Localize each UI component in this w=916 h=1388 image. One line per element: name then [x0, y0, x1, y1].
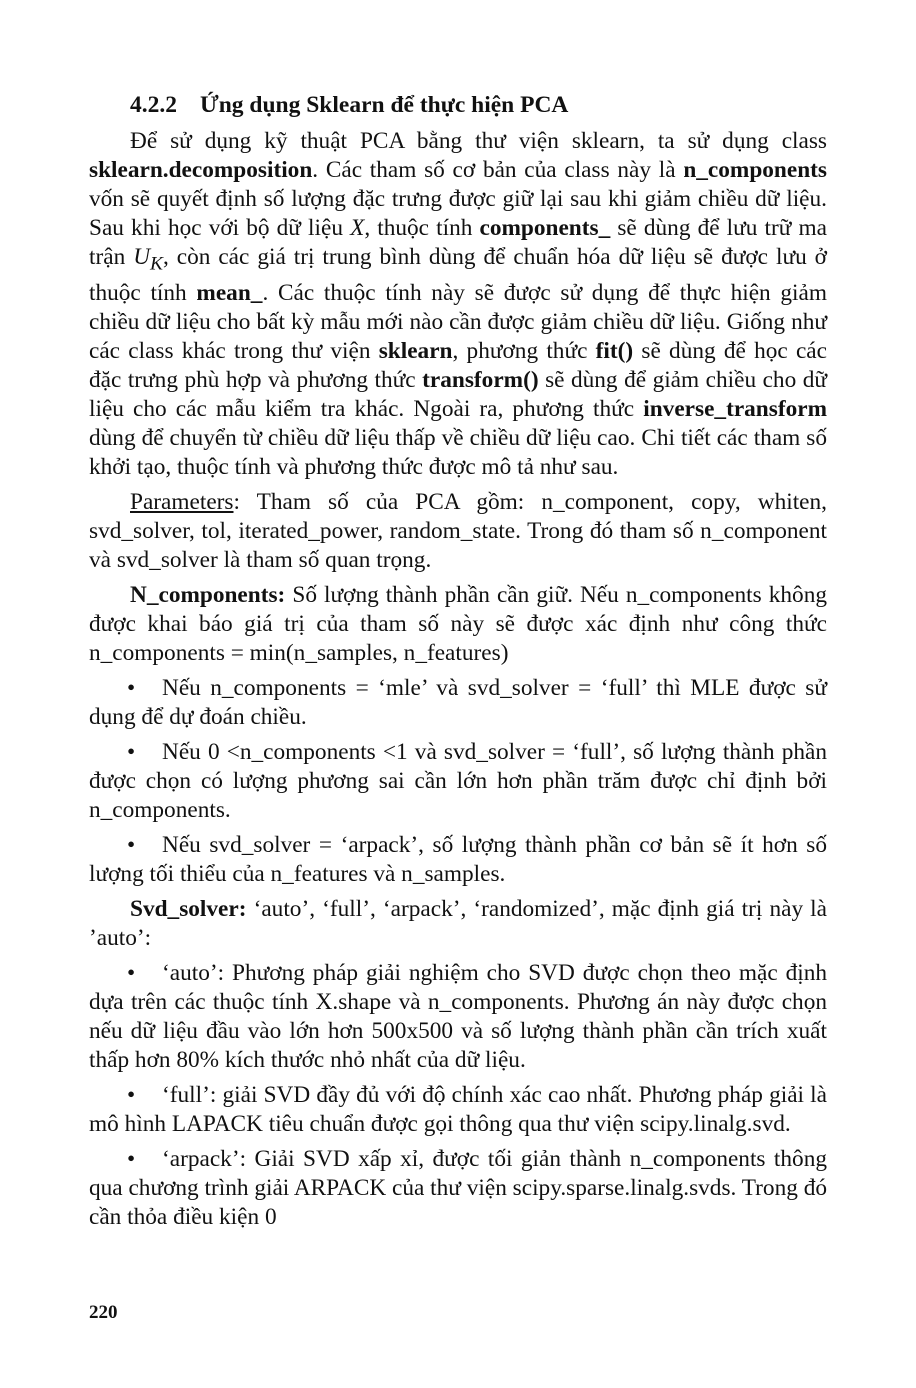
term-transform: transform() — [422, 366, 539, 393]
list-item-text: Nếu svd_solver = ‘arpack’, số lượng thành phần cơ bản sẽ ít hơn số lượng tối thiểu của n_features và n_samples. — [89, 831, 827, 887]
section-number: 4.2.2 — [130, 92, 177, 118]
intro-text: dùng để chuyển từ chiều dữ liệu thấp về chiều dữ liệu cao. Chi tiết các tham số khởi tạo, thuộc tính và phương thức được mô tả như sau. — [89, 424, 827, 480]
list-item — [89, 831, 827, 889]
page-number: 220 — [89, 1302, 118, 1323]
ncomponents-label: N_components: — [130, 581, 286, 608]
list-item — [89, 674, 827, 732]
list-item-text: ‘auto’: Phương pháp giải nghiệm cho SVD được chọn theo mặc định dựa trên các thuộc tính X.shape và n_components. Phương án này được chọn nếu dữ liệu đầu vào lớn hơn 500x500 và số lượng thành phần cần trích xuất thấp hơn 80% kích thước nhỏ nhất của dữ liệu. — [89, 959, 827, 1073]
list-item — [89, 1145, 827, 1232]
bullet-icon: • — [127, 831, 136, 858]
intro-text: , còn các giá trị trung bình dùng để chuẩn hóa dữ liệu sẽ được lưu ở thuộc tính — [89, 244, 827, 306]
term-n-components: n_components — [683, 157, 827, 183]
intro-text: , thuộc tính — [364, 215, 480, 241]
list-item-text: Nếu 0 <n_components <1 và svd_solver = ‘full’, số lượng thành phần được chọn có lượng phương sai cần lớn hơn phần trăm được chỉ định bởi n_components. — [89, 738, 827, 823]
intro-text: sẽ dùng để học các đặc trưng phù hợp và phương thức — [89, 337, 827, 393]
list-item — [89, 738, 827, 825]
intro-text: . Các tham số cơ bản của class này là — [312, 157, 684, 183]
ncomponents-text: Số lượng thành phần cần giữ. Nếu n_components không được khai báo giá trị của tham số này sẽ được xác định như công thức n_components = min(n_samples, n_features) — [89, 581, 827, 666]
page-content — [89, 88, 827, 1232]
svd-solver-text: ‘auto’, ‘full’, ‘arpack’, ‘randomized’, mặc định giá trị này là ’auto’: — [89, 895, 827, 951]
term-mean: mean_ — [196, 279, 263, 306]
intro-text: Để sử dụng kỹ thuật PCA bằng thư viện sklearn, ta sử dụng class — [130, 128, 827, 154]
list-item — [89, 959, 827, 1075]
term-fit: fit() — [595, 337, 634, 364]
bullet-icon: • — [127, 1145, 136, 1172]
intro-text: vốn sẽ quyết định số lượng đặc trưng được giữ lại sau khi giảm chiều dữ liệu. Sau khi học với bộ dữ liệu — [89, 186, 827, 241]
ncomponents-paragraph — [89, 581, 827, 668]
list-item-text: ‘full’: giải SVD đầy đủ với độ chính xác cao nhất. Phương pháp giải là mô hình LAPACK tiêu chuẩn được gọi thông qua thư viện scipy.linalg.svd. — [89, 1081, 827, 1137]
bullet-icon: • — [127, 959, 136, 986]
var-x: X — [350, 215, 365, 241]
list-item-text: ‘arpack’: Giải SVD xấp xỉ, được tối giản thành n_components thông qua chương trình giải ARPACK của thư viện scipy.sparse.linalg.svds. Trong đó cần thỏa điều kiện 0 — [89, 1145, 827, 1230]
intro-text: . Các thuộc tính này sẽ được sử dụng để thực hiện giảm chiều dữ liệu cho bất kỳ mẫu mới nào cần được giảm chiều dữ liệu. Giống như các class khác trong thư viện — [89, 279, 827, 364]
section-title: Ứng dụng Sklearn để thực hiện PCA — [200, 92, 569, 118]
bullet-icon: • — [127, 674, 136, 701]
svd-solver-label: Svd_solver: — [130, 895, 247, 922]
intro-text: sẽ dùng để lưu trữ ma trận — [89, 215, 827, 270]
parameters-label: Parameters — [130, 488, 234, 515]
term-inverse-transform: inverse_transform — [643, 395, 827, 422]
term-sklearn: sklearn — [378, 337, 453, 364]
list-item — [89, 1081, 827, 1139]
term-components: components_ — [479, 215, 611, 241]
section-heading — [89, 88, 827, 122]
svd-solver-paragraph — [89, 895, 827, 953]
intro-text: sẽ dùng để giảm chiều cho dữ liệu cho các mẫu kiểm tra khác. Ngoài ra, phương thức — [89, 366, 827, 422]
intro-paragraph — [89, 127, 827, 482]
list-item-text: Nếu n_components = ‘mle’ và svd_solver = ‘full’ thì MLE được sử dụng để dự đoán chiều. — [89, 674, 827, 730]
parameters-text: : Tham số của PCA gồm: n_component, copy, whiten, svd_solver, tol, iterated_power, random_state. Trong đó tham số n_component và svd_solver là tham số quan trọng. — [89, 488, 827, 573]
parameters-paragraph — [89, 488, 827, 575]
var-u: U — [133, 244, 151, 270]
bullet-icon: • — [127, 738, 136, 765]
term-decomposition: sklearn.decomposition — [89, 157, 313, 183]
intro-text: , phương thức — [452, 337, 596, 364]
bullet-icon: • — [127, 1081, 136, 1108]
var-u-subscript: K — [150, 253, 163, 275]
